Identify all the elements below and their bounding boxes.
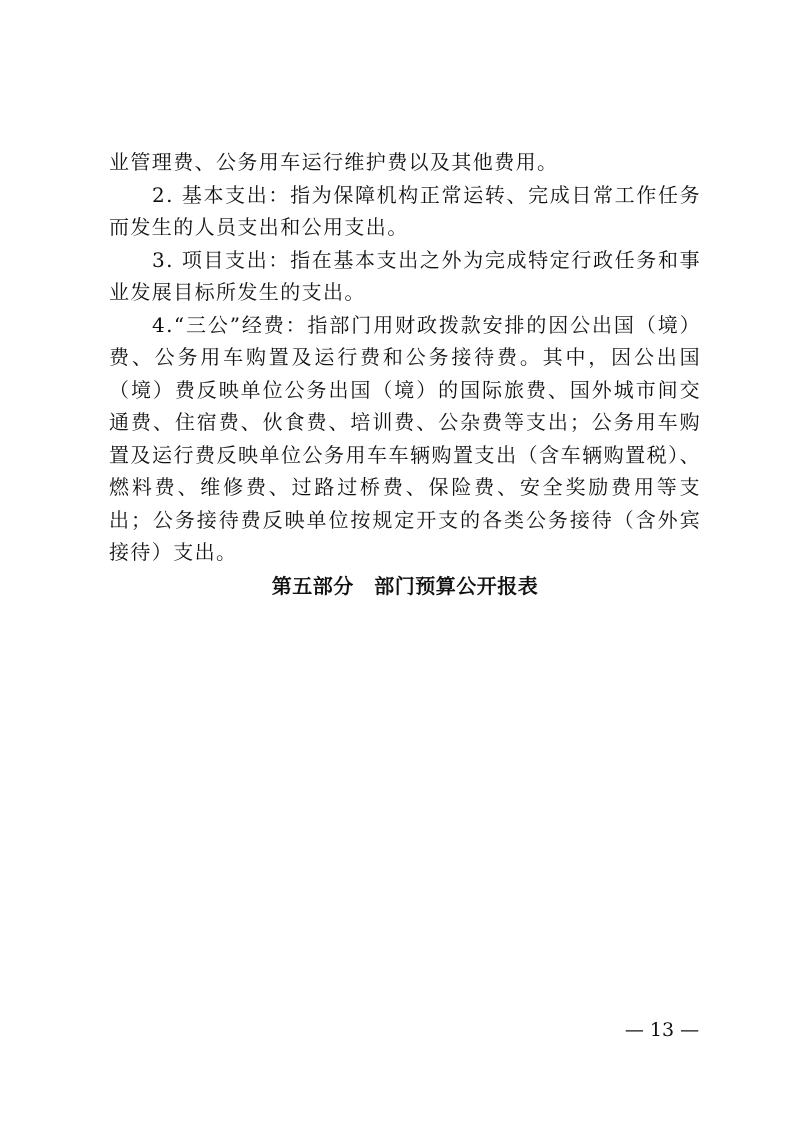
paragraph-three-public-expenses: 4.“三公”经费：指部门用财政拨款安排的因公出国（境）费、公务用车购置及运行费和公务接待费。其中，因公出国（境）费反映单位公务出国（境）的国际旅费、国外城市间交通费、住宿费、伙食费、培训费、公杂费等支出；公务用车购置及运行费反映单位公务用车车辆购置支出（含车辆购置税）、燃料费、维修费、过路过桥费、保险费、安全奖励费用等支出；公务接待费反映单位按规定开支的各类公务接待（含外宾接待）支出。 <box>109 312 701 564</box>
paragraph-continuation: 业管理费、公务用车运行维护费以及其他费用。 <box>109 150 559 174</box>
paragraph-basic-expenditure: 2. 基本支出：指为保障机构正常运转、完成日常工作任务而发生的人员支出和公用支出。 <box>109 182 701 239</box>
body-text <box>109 146 701 602</box>
section-heading: 第五部分 部门预算公开报表 <box>271 573 539 598</box>
page-number: — 13 — <box>624 1019 700 1041</box>
paragraph-project-expenditure: 3. 项目支出：指在基本支出之外为完成特定行政任务和事业发展目标所发生的支出。 <box>109 247 701 304</box>
